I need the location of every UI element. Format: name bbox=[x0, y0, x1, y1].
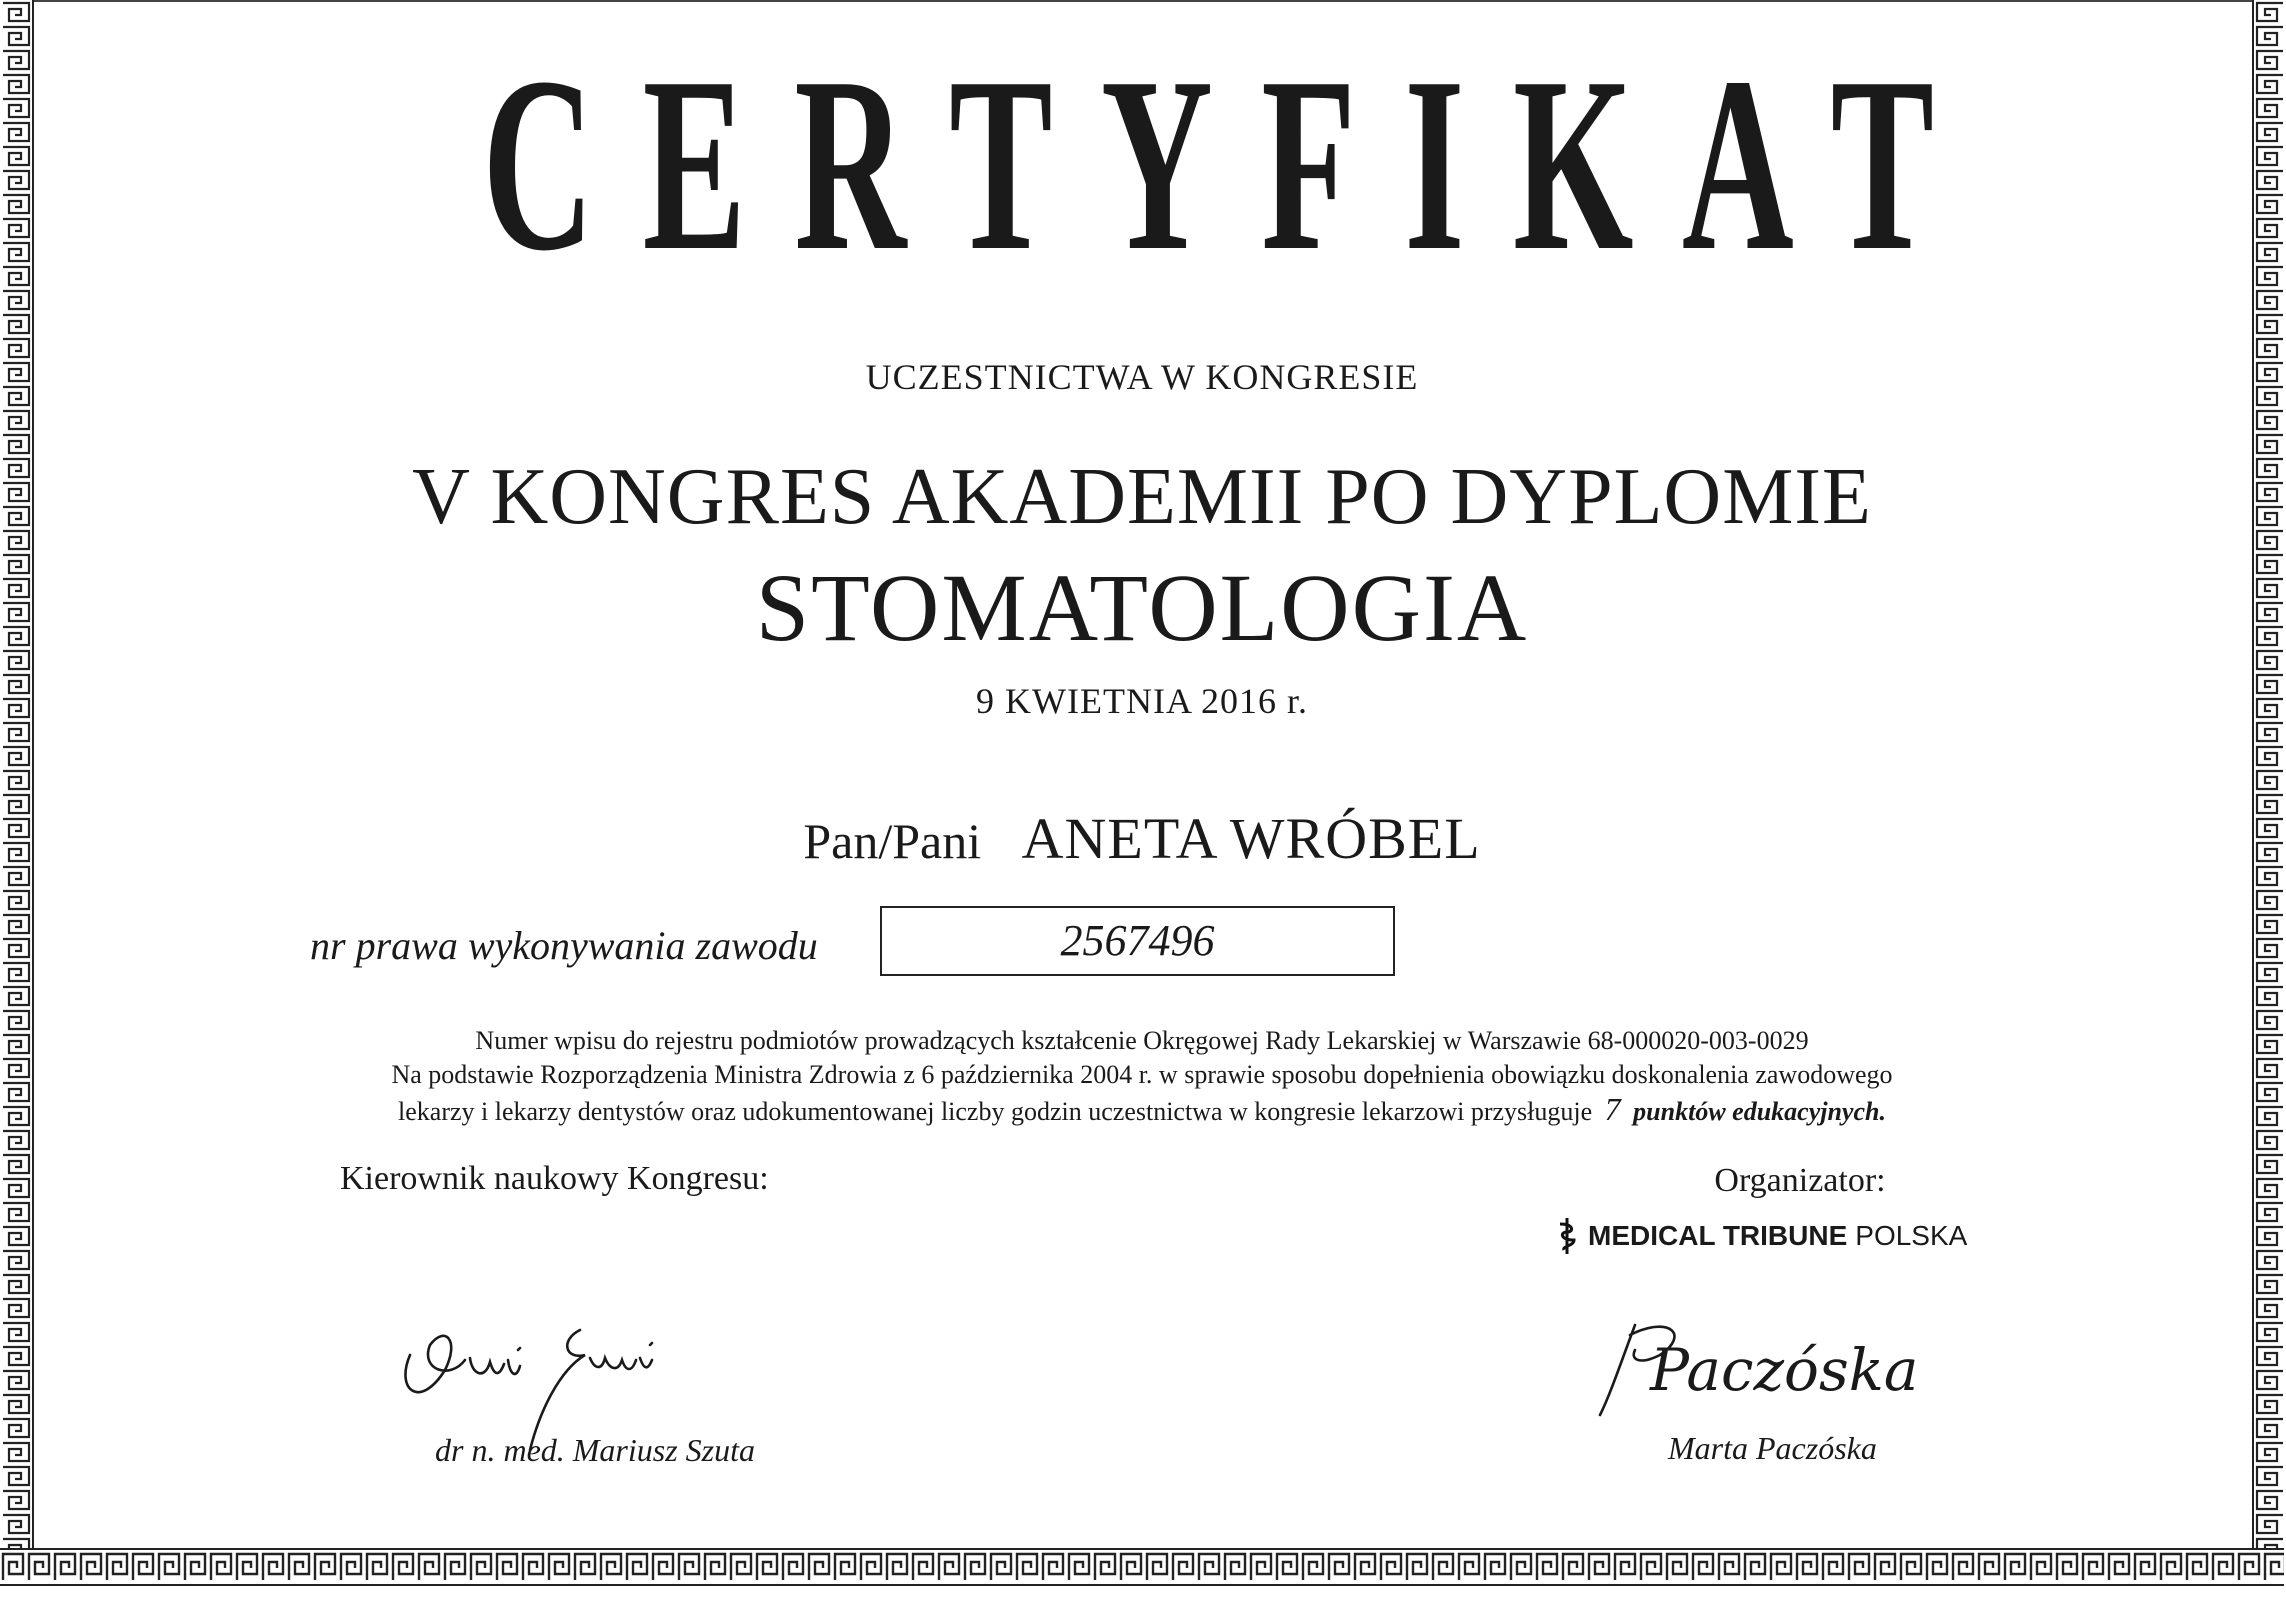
points-notice-text: lekarzy i lekarzy dentystów oraz udokumentowanej liczby godzin uczestnictwa w kongresie lekarzowi przysługuje bbox=[398, 1097, 1593, 1126]
license-number: 2567496 bbox=[1060, 916, 1215, 965]
caduceus-icon bbox=[1556, 1216, 1578, 1256]
left-signer-name: dr n. med. Mariusz Szuta bbox=[435, 1432, 756, 1468]
left-handwritten-signature bbox=[390, 1300, 750, 1450]
participant-row bbox=[0, 805, 2284, 872]
salutation: Pan/Pani bbox=[803, 813, 982, 869]
right-signature-script: Paczóska bbox=[1650, 1336, 1919, 1404]
points-label: punktów edukacyjnych. bbox=[1633, 1097, 1886, 1126]
organizer-logo bbox=[1556, 1214, 1967, 1258]
participant-name: ANETA WRÓBEL bbox=[1021, 806, 1481, 871]
discipline: STOMATOLOGIA bbox=[755, 554, 1529, 661]
points-number: 7 bbox=[1604, 1091, 1621, 1127]
greek-key-border-left bbox=[0, 0, 34, 1585]
greek-key-border-bottom bbox=[0, 1548, 2284, 1586]
greek-key-border-right bbox=[2252, 0, 2286, 1585]
congress-name: V KONGRES AKADEMII PO DYPLOMIE bbox=[412, 453, 1872, 541]
certificate-title: CERTYFIKAT bbox=[482, 26, 1983, 303]
registry-notice: Numer wpisu do rejestru podmiotów prowadzących kształcenie Okręgowej Rady Lekarskiej w Warszawie 68-000020-003-0029 bbox=[475, 1026, 1809, 1055]
event-date: 9 KWIETNIA 2016 r. bbox=[976, 681, 1308, 721]
right-signer-name: Marta Paczóska bbox=[1668, 1430, 1877, 1466]
organizer-logo-bold: MEDICAL TRIBUNE bbox=[1588, 1220, 1848, 1251]
top-border-line bbox=[32, 0, 2252, 2]
certificate-subtitle: UCZESTNICTWA W KONGRESIE bbox=[865, 357, 1419, 397]
license-label: nr prawa wykonywania zawodu bbox=[310, 923, 818, 968]
regulation-notice: Na podstawie Rozporządzenia Ministra Zdrowia z 6 października 2004 r. w sprawie sposobu dopełnienia obowiązku doskonalenia zawodowego bbox=[391, 1060, 1893, 1089]
organizer-heading: Organizator: bbox=[1714, 1162, 1886, 1199]
license-number-box bbox=[880, 906, 1395, 976]
right-handwritten-signature bbox=[1590, 1305, 1919, 1435]
scientific-director-heading: Kierownik naukowy Kongresu: bbox=[340, 1160, 769, 1197]
organizer-logo-light: POLSKA bbox=[1855, 1220, 1968, 1251]
points-notice bbox=[200, 1092, 2084, 1129]
